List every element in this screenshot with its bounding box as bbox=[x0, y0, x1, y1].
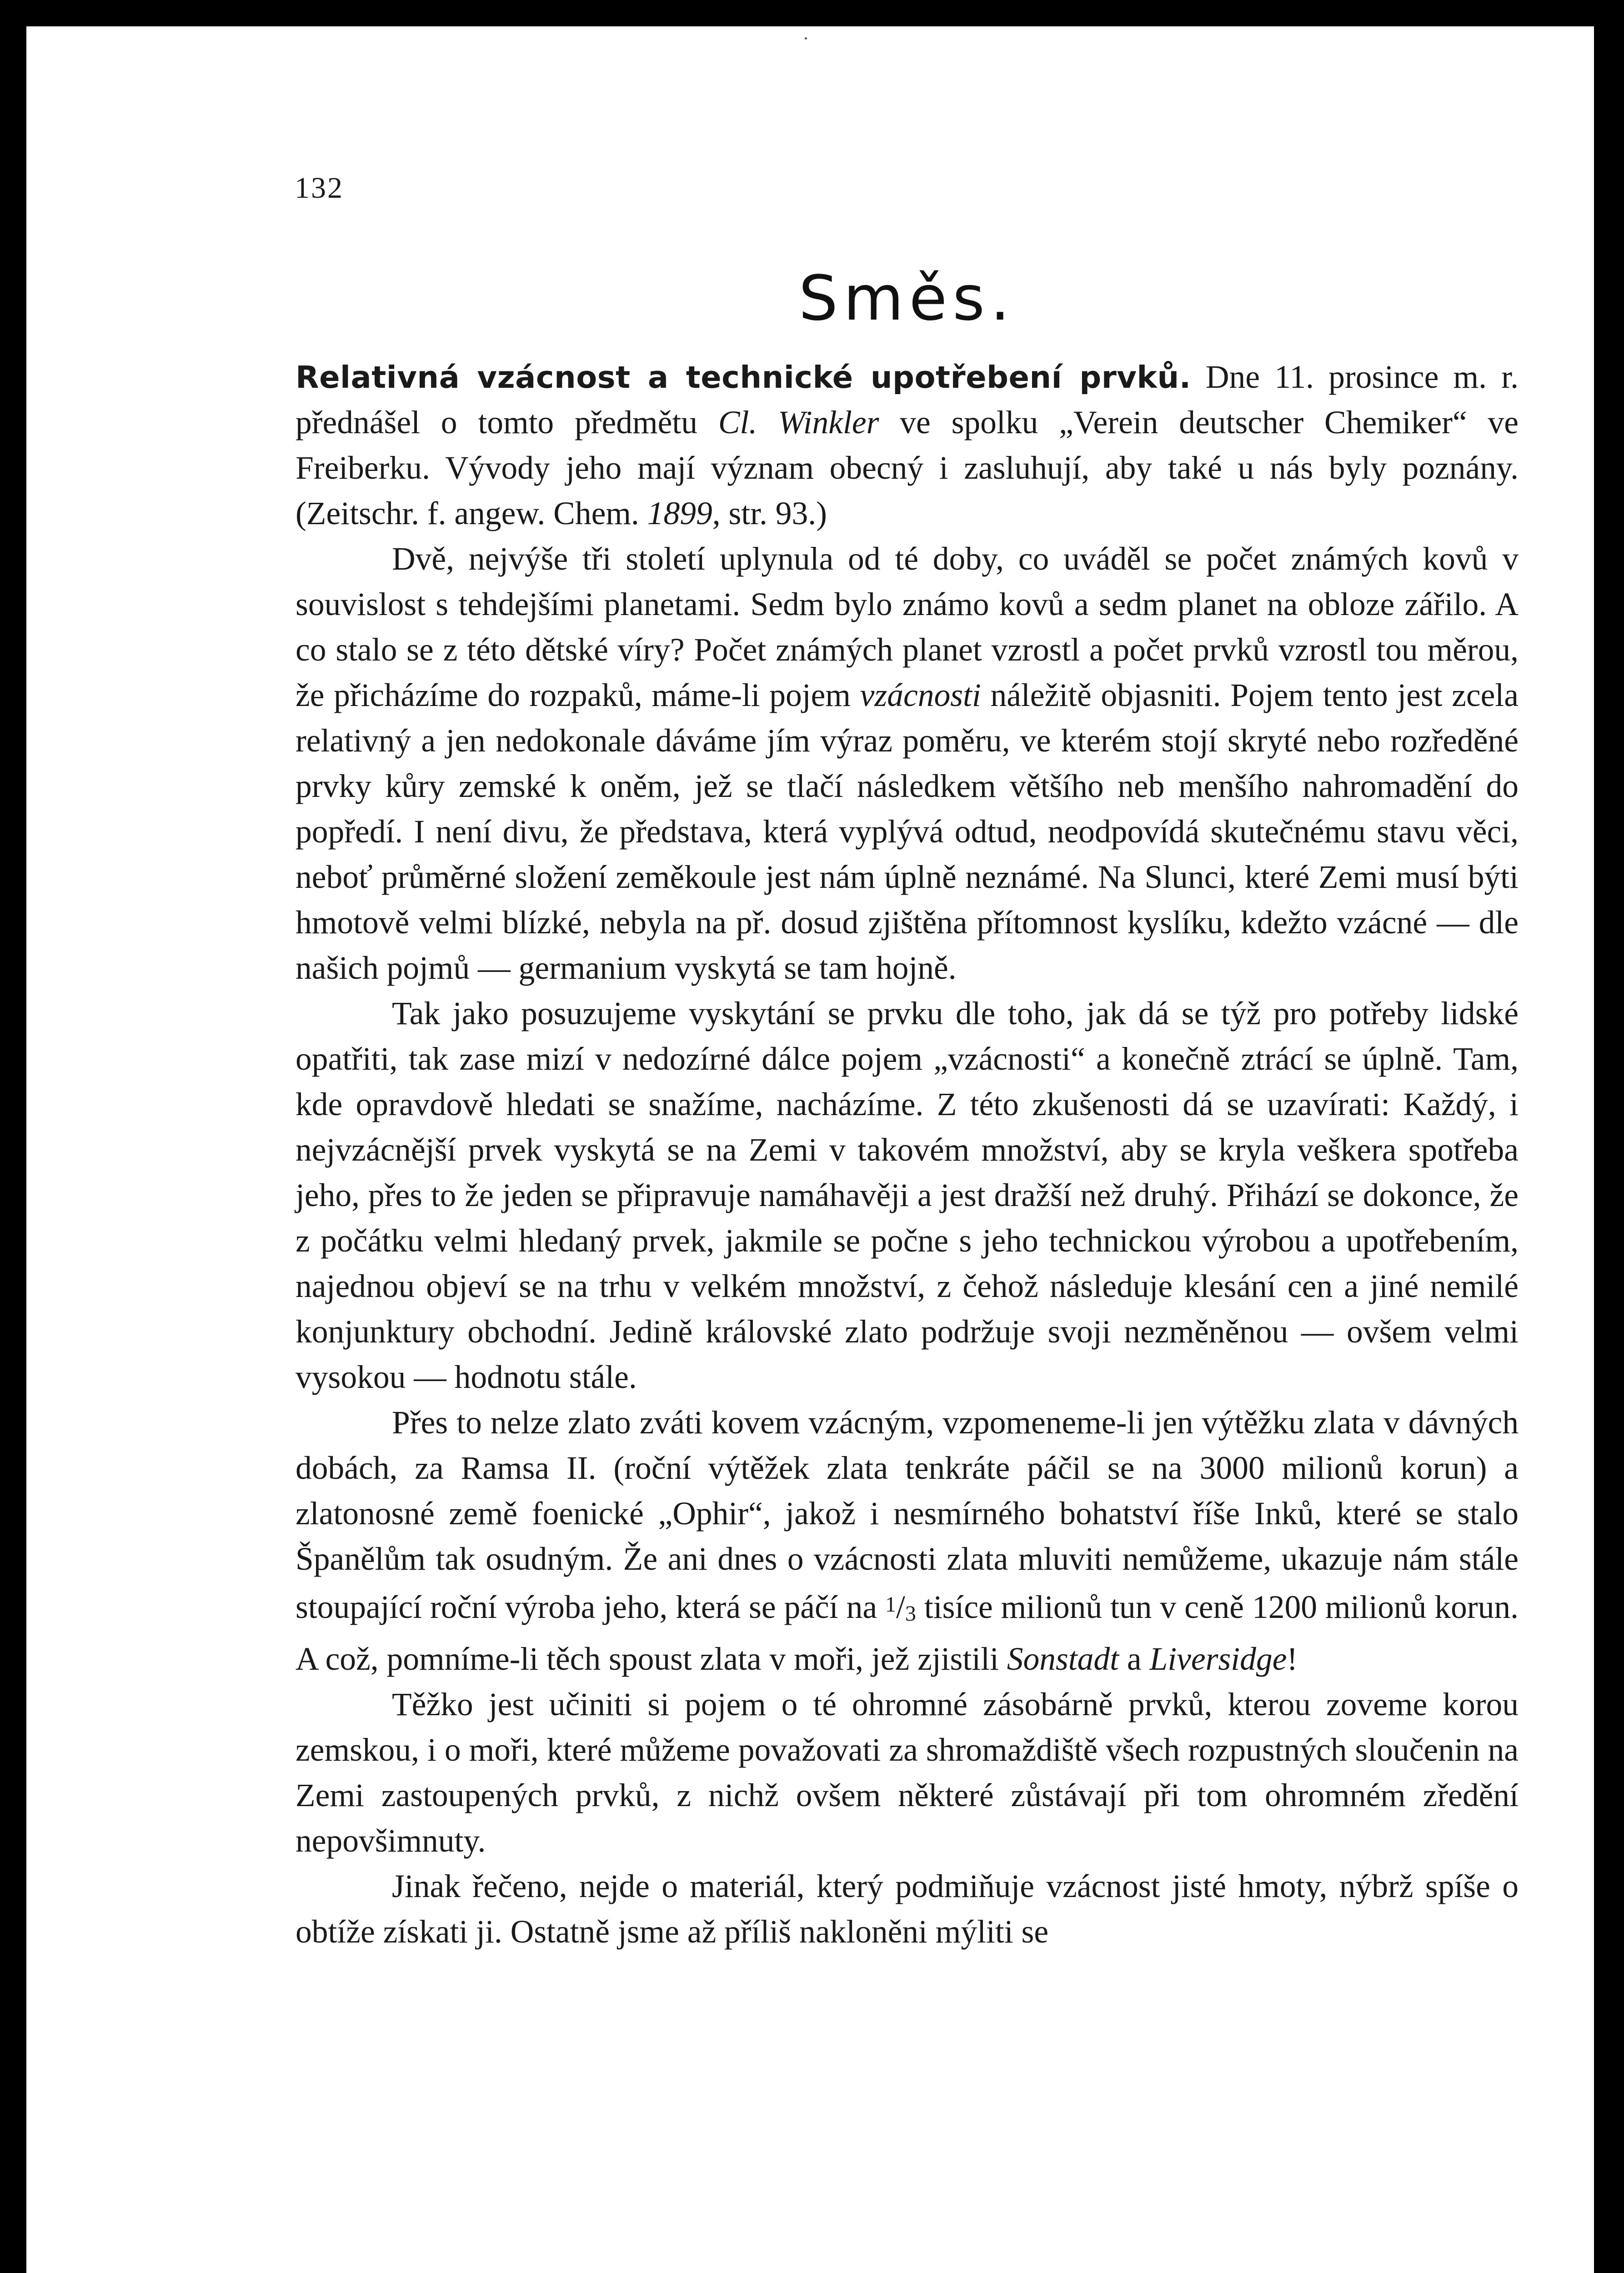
paragraph-2 bbox=[296, 536, 1519, 991]
p2-text-b: náležitě objasniti. Pojem tento jest zcela relativný a jen nedokonale dáváme jím výraz poměru, ve kterém stojí skryté nebo rozředěné prvky kůry zemské k oněm, jež se tlačí následkem většího neb menšího nahromadění do popředí. I není divu, že představa, která vyplývá odtud, neodpovídá skutečnému stavu věci, neboť průměrné složení zeměkoule jest nám úplně neznámé. Na Slunci, které Zemi musí býti hmotově velmi blízké, nebyla na př. dosud zjištěna přítomnost kyslíku, kdežto vzácné — dle našich pojmů — germanium vyskytá se tam hojně. bbox=[296, 677, 1519, 986]
p2-text-a: Dvě, nejvýše tři století uplynula od té doby, co uváděl se počet známých kovů v souvislost s tehdejšími planetami. Sedm bylo známo kovů a sedm planet na obloze zářilo. A co stalo se z této dětské víry? Počet známých planet vzrostl a počet prvků vzrostl tou měrou, že přicházíme do rozpaků, máme-li pojem bbox=[296, 541, 1519, 713]
paragraph-6: Jinak řečeno, nejde o materiál, který podmiňuje vzácnost jisté hmoty, nýbrž spíše o obtíže získati ji. Ostatně jsme až příliš nakloněni mýliti se bbox=[296, 1868, 1519, 1950]
fraction-numerator: 1 bbox=[885, 1592, 897, 1617]
article-body bbox=[296, 355, 1519, 1955]
author-name-sonstadt: Sonstadt bbox=[1007, 1641, 1119, 1677]
article-lead-title: Relativná vzácnost a technické upotřebení prvků. bbox=[296, 360, 1191, 395]
p4-text-d: ! bbox=[1287, 1641, 1298, 1677]
scan-speck bbox=[805, 37, 807, 40]
p4-text-a: Přes to nelze zlato zváti kovem vzácným, vzpomeneme-li jen výtěžku zlata v dávných dobách, za Ramsa II. (roční výtěžek zlata tenkráte páčil se na 3000 milionů korun) a zlatonosné země foenické „Ophir“, jakož i nesmírného bohatství říše Inků, které se stalo Španělům tak osudným. Že ani dnes o vzácnosti zlata mluviti nemůžeme, ukazuje nám stále stoupající roční výroba jeho, která se páčí na bbox=[296, 1405, 1519, 1625]
p1-text-b: ve spolku „Verein deutscher Chemiker“ ve Freiberku. Vývody jeho mají význam obecný i zasluhují, aby také u nás byly poznány. (Zeitschr. f. angew. Chem. bbox=[296, 405, 1519, 531]
paragraph-3: Tak jako posuzujeme vyskytání se prvku dle toho, jak dá se týž pro potřeby lidské opatřiti, tak zase mizí v nedozírné dálce pojem „vzácnosti“ a konečně ztrácí se úplně. Tam, kde opravdově hledati se snažíme, nacházíme. Z této zkušenosti dá se uzavírati: Každý, i nejvzácnější prvek vyskytá se na Zemi v takovém množství, aby se kryla veškera spotřeba jeho, přes to že jeden se připravuje namáhavěji a jest dražší než druhý. Přihází se dokonce, že z počátku velmi hledaný prvek, jakmile se počne s jeho technickou výrobou a upotřebením, najednou objeví se na trhu v velkém množství, z čehož následuje klesání cen a jiné nemilé konjunktury obchodní. Jedině královské zlato podržuje svoji nezměněnou — ovšem velmi vysokou — hodnotu stále. bbox=[296, 996, 1519, 1395]
author-name-liversidge: Liversidge bbox=[1149, 1641, 1287, 1677]
p1-text-a: Dne 11. prosince m. r. přednášel o tomto předmětu bbox=[296, 359, 1519, 441]
page-number: 132 bbox=[295, 171, 344, 205]
document-page bbox=[26, 26, 1594, 2273]
citation-year: 1899 bbox=[647, 496, 712, 531]
section-title: Směs. bbox=[798, 263, 1016, 335]
p1-text-c: , str. 93.) bbox=[712, 496, 827, 531]
author-name-winkler: Cl. Winkler bbox=[718, 405, 879, 441]
paragraph-4: Přes to nelze zlato zváti kovem vzácným, vzpomeneme-li jen výtěžku zlata v dávných dobách, za Ramsa II. (roční výtěžek zlata tenkráte páčil se na 3000 milionů korun) a zlatonosné země foenické „Ophir“, jakož i nesmírného bohatství říše Inků, které se stalo Španělům tak osudným. Že ani dnes o vzácnosti zlata mluviti nemůžeme, ukazuje nám stále stoupající roční výroba jeho, která se páčí na 1/3 tisíce milionů tun v ceně 1200 milionů korun. A což, pomníme-li těch spoust zlata v moři, jež zjistili Sonstadt a Liversidge! bbox=[296, 1405, 1519, 1677]
term-vzacnosti: vzácnosti bbox=[860, 677, 981, 713]
p4-text-c: a bbox=[1119, 1641, 1150, 1677]
paragraph-5: Těžko jest učiniti si pojem o té ohromné zásobárně prvků, kterou zoveme korou zemskou, i o moři, které můžeme považovati za shromaždiště všech rozpustných sloučenin na Zemi zastoupených prvků, z nichž ovšem některé zůstávají při tom ohromném zředění nepovšimnuty. bbox=[296, 1687, 1519, 1859]
p4-text-b: tisíce milionů tun v ceně 1200 milionů korun. A což, pomníme-li těch spoust zlata v moři, jež zjistili bbox=[296, 1589, 1519, 1677]
paragraph-1 bbox=[296, 355, 1519, 536]
fraction-denominator: 3 bbox=[905, 1602, 916, 1626]
